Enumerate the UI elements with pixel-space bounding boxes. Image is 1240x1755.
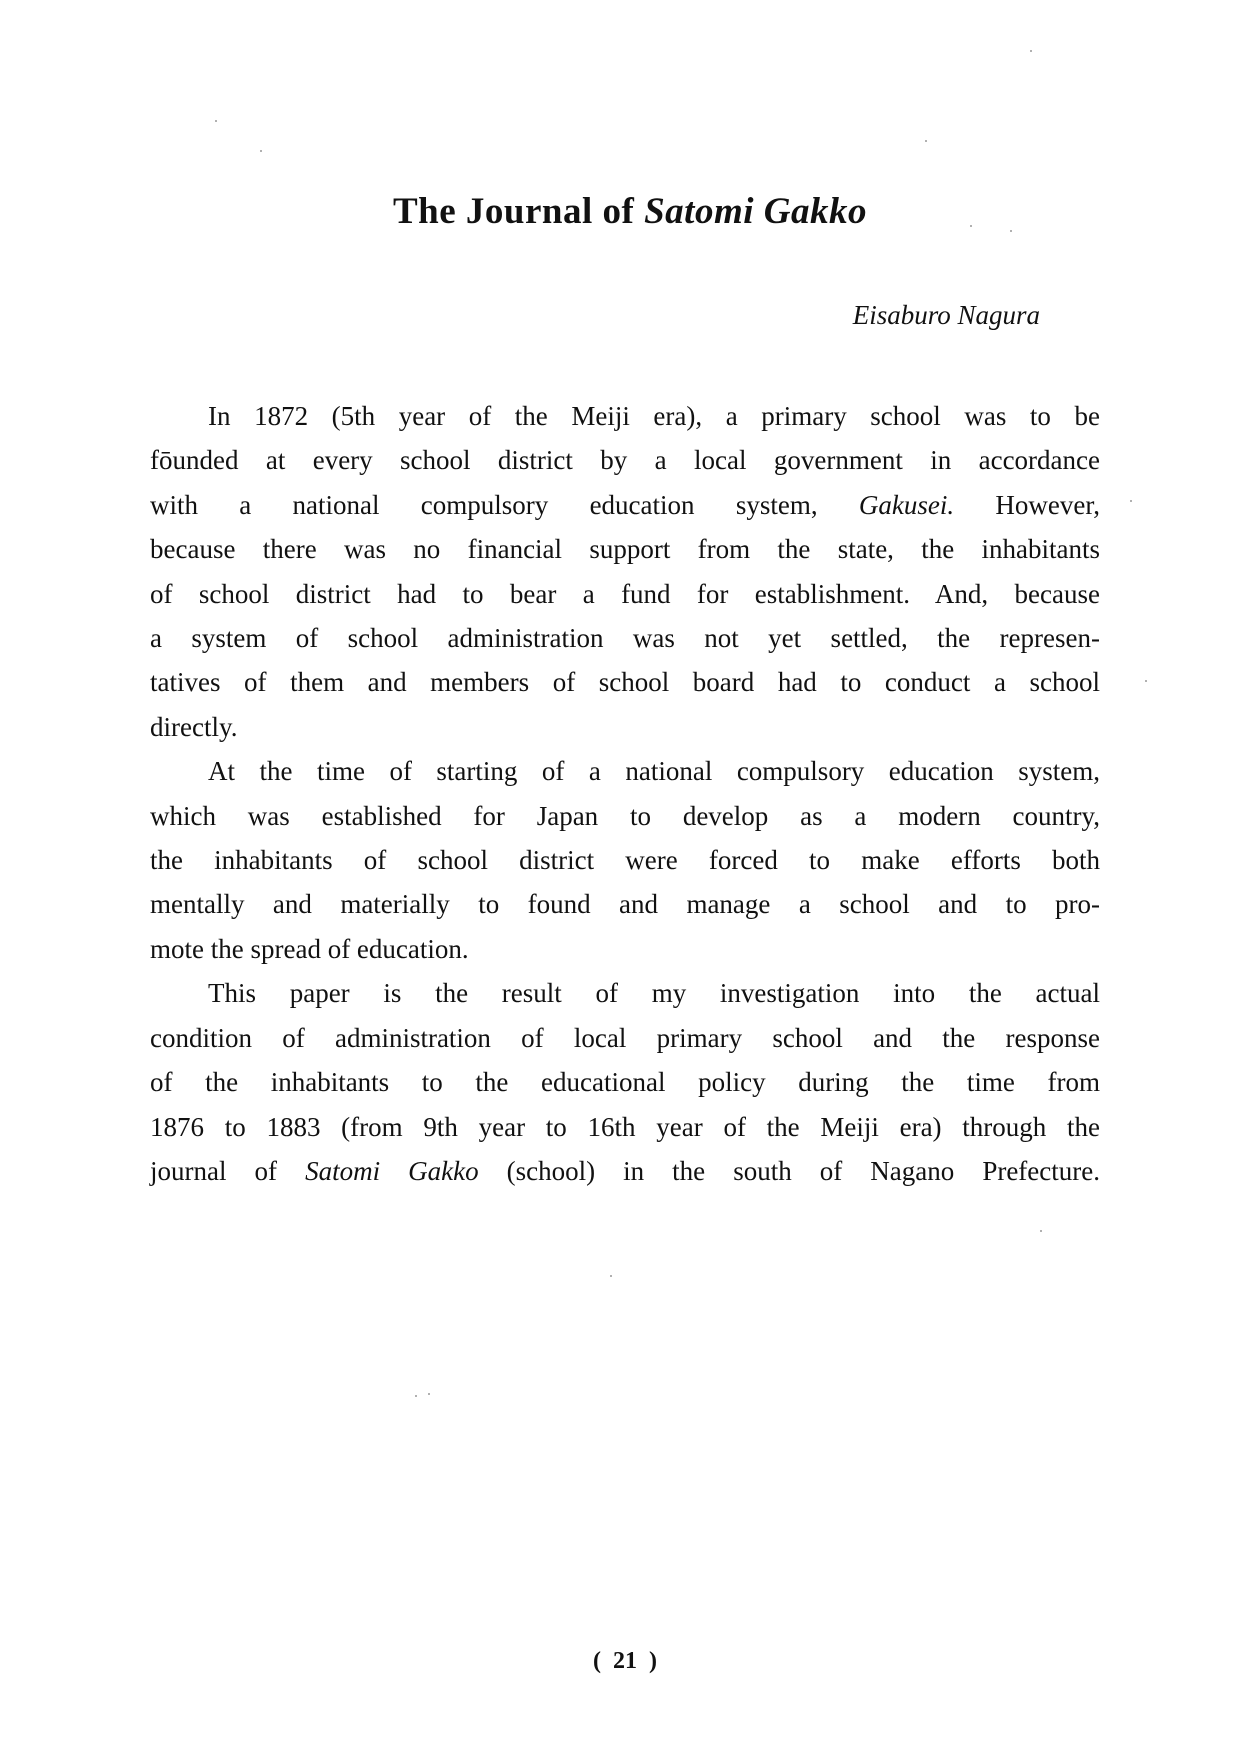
text-line: the inhabitants of school district were forced to make efforts both bbox=[150, 845, 1100, 876]
text-span: However, bbox=[954, 489, 1101, 520]
scan-speck bbox=[1145, 680, 1147, 682]
text-line: because there was no financial support from the state, the inhabitants bbox=[150, 534, 1100, 565]
text-line: In 1872 (5th year of the Meiji era), a primary school was to be bbox=[208, 401, 1100, 431]
scan-speck bbox=[415, 1395, 417, 1397]
abstract-body bbox=[150, 394, 1100, 1193]
text-line: At the time of starting of a national compulsory education system, bbox=[208, 756, 1100, 787]
text-line: condition of administration of local primary school and the response bbox=[150, 1022, 1100, 1053]
paragraph-3 bbox=[150, 971, 1100, 1193]
italic-term-satomi-gakko: Satomi Gakko bbox=[305, 1155, 479, 1186]
scan-speck bbox=[970, 225, 972, 227]
paper-title-italic: Satomi Gakko bbox=[644, 191, 867, 232]
scan-speck bbox=[1010, 230, 1012, 232]
text-line: 1876 to 1883 (from 9th year to 16th year of the Meiji era) through the bbox=[150, 1111, 1100, 1142]
scan-speck bbox=[925, 140, 927, 142]
text-line: which was established for Japan to develop as a modern country, bbox=[150, 800, 1100, 831]
scan-speck bbox=[260, 150, 262, 152]
text-span: (school) in the south of Nagano Prefecture. bbox=[478, 1155, 1100, 1186]
author-name: Eisaburo Nagura bbox=[852, 300, 1040, 330]
text-line: of school district had to bear a fund for establishment. And, because bbox=[150, 578, 1100, 609]
scan-speck bbox=[1130, 500, 1132, 502]
text-line: mentally and materially to found and manage a school and to pro- bbox=[150, 889, 1100, 920]
italic-term-gakusei: Gakusei. bbox=[858, 489, 955, 520]
scan-speck bbox=[610, 1275, 612, 1277]
text-line: a system of school administration was not yet settled, the represen- bbox=[150, 623, 1100, 654]
paper-title-prefix: The Journal of bbox=[393, 191, 645, 232]
text-span: journal of bbox=[150, 1155, 306, 1186]
scan-speck bbox=[428, 1393, 430, 1395]
text-line bbox=[150, 1149, 1100, 1193]
text-line: fōunded at every school district by a local government in accordance bbox=[150, 445, 1100, 476]
scan-speck bbox=[215, 120, 217, 122]
paper-title bbox=[0, 190, 1240, 233]
scan-speck bbox=[1040, 1230, 1042, 1232]
paragraph-2 bbox=[150, 749, 1100, 971]
page-number: ( 21 ) bbox=[593, 1648, 657, 1674]
text-span: with a national compulsory education system, bbox=[150, 489, 859, 520]
text-line: directly. bbox=[150, 711, 238, 742]
text-line: This paper is the result of my investigation into the actual bbox=[208, 978, 1100, 1009]
scan-speck bbox=[1030, 50, 1032, 52]
text-line: tatives of them and members of school board had to conduct a school bbox=[150, 667, 1100, 698]
paragraph-1 bbox=[150, 394, 1100, 749]
text-line: mote the spread of education. bbox=[150, 933, 469, 964]
text-line bbox=[150, 483, 1100, 527]
text-line: of the inhabitants to the educational policy during the time from bbox=[150, 1067, 1100, 1098]
